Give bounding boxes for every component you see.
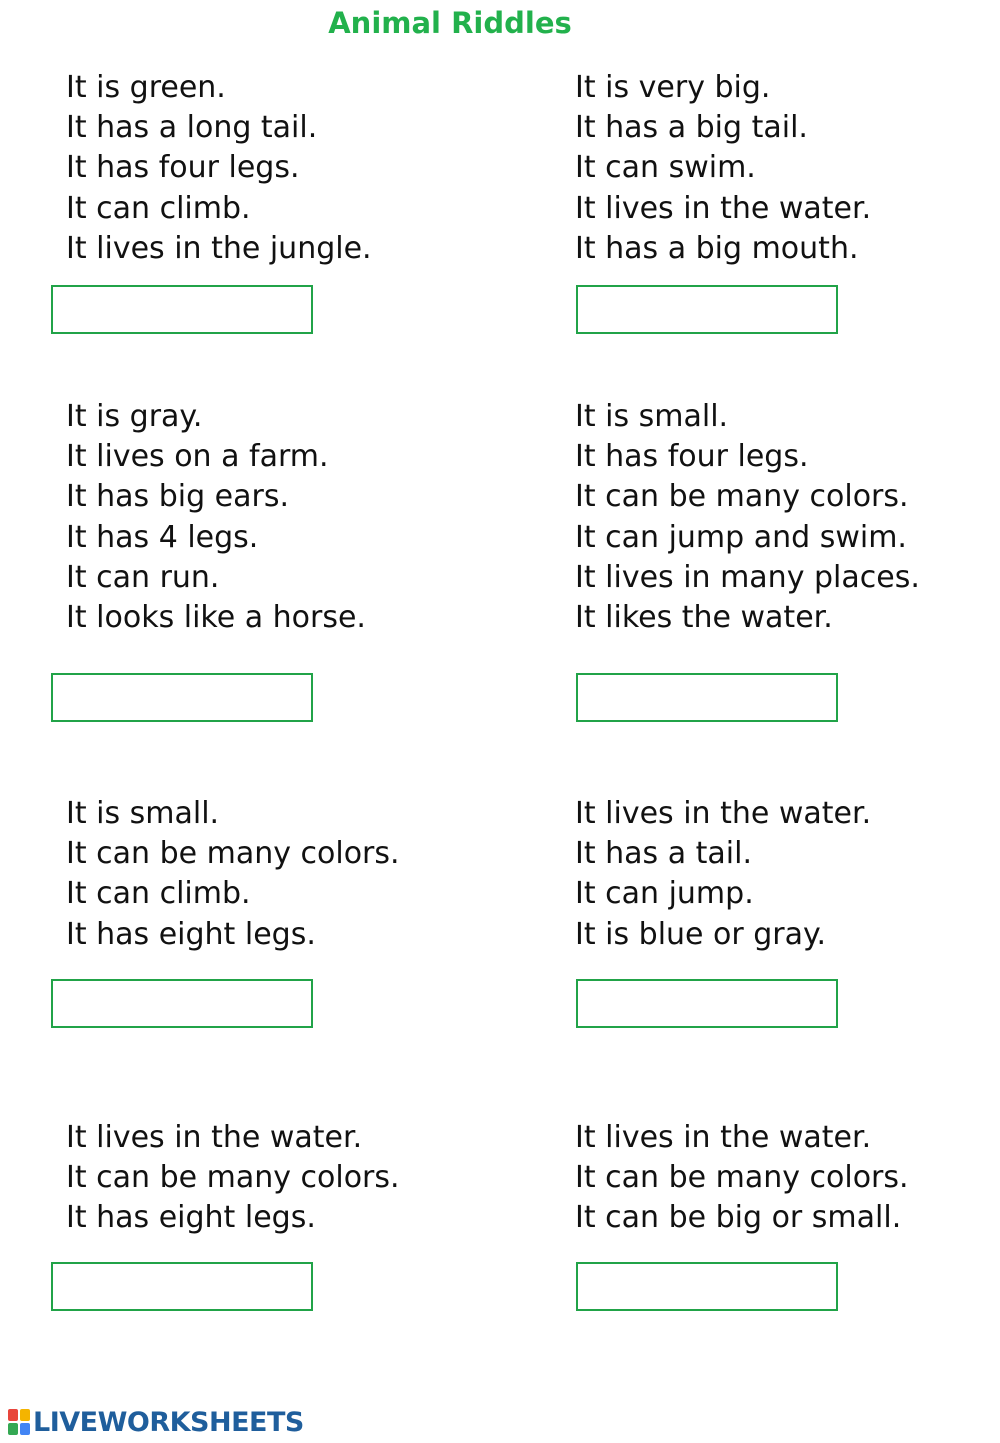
riddle-line: It is gray.	[66, 399, 203, 434]
logo-text: LIVEWORKSHEETS	[33, 1406, 304, 1438]
worksheet-title: Animal Riddles	[328, 6, 572, 40]
riddle-line: It can be many colors.	[575, 479, 909, 515]
riddle-line: It lives in the water.	[575, 796, 872, 831]
riddle-line: It has a long tail.	[66, 110, 318, 146]
riddle-line: It lives in the water.	[575, 190, 872, 226]
logo-square	[8, 1409, 18, 1421]
riddle-line: It has big ears.	[66, 479, 290, 515]
riddle-2	[575, 68, 871, 269]
riddle-line: It can jump.	[575, 876, 754, 912]
riddle-line: It is small.	[575, 399, 729, 434]
riddle-line: It lives in the water.	[575, 1120, 872, 1155]
riddle-line: It lives on a farm.	[66, 439, 329, 475]
answer-input-7[interactable]	[51, 1262, 313, 1311]
riddle-line: It can be many colors.	[575, 1160, 909, 1196]
riddle-7	[66, 1118, 400, 1239]
riddle-line: It can swim.	[575, 150, 756, 186]
riddle-line: It has a big tail.	[575, 110, 808, 146]
riddle-line: It has eight legs.	[66, 916, 316, 952]
riddle-4	[575, 397, 920, 638]
riddle-line: It has eight legs.	[66, 1200, 316, 1236]
riddle-line: It can jump and swim.	[575, 519, 907, 555]
riddle-line: It can climb.	[66, 190, 251, 226]
answer-input-5[interactable]	[51, 979, 313, 1028]
riddle-line: It has a tail.	[575, 836, 752, 872]
riddle-6	[575, 794, 871, 955]
answer-input-2[interactable]	[576, 285, 838, 334]
riddle-line: It is blue or gray.	[575, 916, 827, 952]
riddle-line: It has four legs.	[66, 150, 300, 186]
answer-input-1[interactable]	[51, 285, 313, 334]
riddle-line: It has a big mouth.	[575, 230, 859, 266]
liveworksheets-logo-icon	[8, 1409, 30, 1435]
riddle-line: It can be big or small.	[575, 1200, 902, 1236]
riddle-line: It lives in the jungle.	[66, 230, 372, 266]
riddle-5	[66, 794, 400, 955]
logo-square	[8, 1423, 18, 1435]
riddle-line: It likes the water.	[575, 599, 833, 635]
riddle-1	[66, 68, 372, 269]
answer-input-6[interactable]	[576, 979, 838, 1028]
riddle-line: It can climb.	[66, 876, 251, 912]
riddle-line: It can run.	[66, 559, 220, 595]
riddle-line: It looks like a horse.	[66, 599, 366, 635]
riddle-8	[575, 1118, 909, 1239]
riddle-line: It can be many colors.	[66, 836, 400, 872]
answer-input-8[interactable]	[576, 1262, 838, 1311]
logo-square	[20, 1409, 30, 1421]
answer-input-4[interactable]	[576, 673, 838, 722]
riddle-line: It can be many colors.	[66, 1160, 400, 1196]
answer-input-3[interactable]	[51, 673, 313, 722]
logo-square	[20, 1423, 30, 1435]
riddle-line: It lives in the water.	[66, 1120, 363, 1155]
riddle-3	[66, 397, 366, 638]
riddle-line: It is small.	[66, 796, 220, 831]
riddle-line: It lives in many places.	[575, 559, 920, 595]
liveworksheets-logo	[8, 1405, 304, 1439]
riddle-line: It has four legs.	[575, 439, 809, 475]
riddle-line: It has 4 legs.	[66, 519, 259, 555]
riddle-line: It is very big.	[575, 70, 771, 105]
riddle-line: It is green.	[66, 70, 226, 105]
